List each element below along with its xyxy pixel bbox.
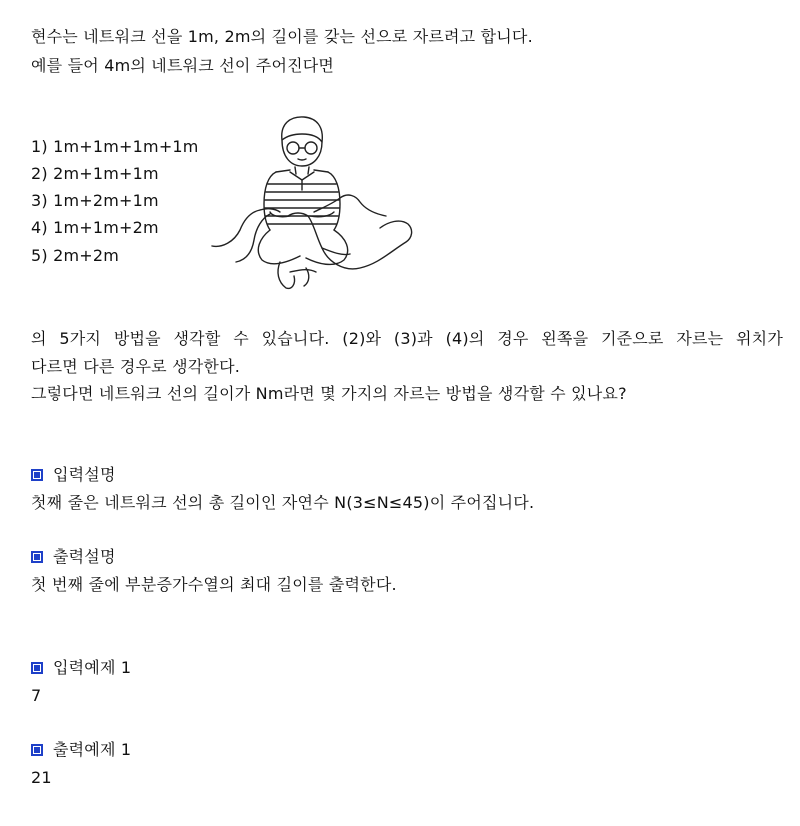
intro-line-1: 현수는 네트워크 선을 1m, 2m의 길이를 갖는 선으로 자르려고 합니다. [31,27,533,46]
output-example-title: 출력예제 1 [53,740,132,759]
explanation-line-2: 다르면 다른 경우로 생각한다. [31,357,241,376]
option-2: 2) 2m+1m+1m [31,164,159,183]
square-bullet-icon [31,469,43,481]
square-bullet-icon [31,744,43,756]
input-example-heading [31,658,131,678]
output-desc-text: 첫 번째 줄에 부분증가수열의 최대 길이를 출력한다. [31,575,397,594]
input-example-title: 입력예제 1 [53,658,132,677]
option-5: 5) 2m+2m [31,246,120,265]
output-desc-title: 출력설명 [53,547,116,566]
input-desc-title: 입력설명 [53,465,116,484]
output-example-heading [31,740,131,760]
input-desc-text: 첫째 줄은 네트워크 선의 총 길이인 자연수 N(3≤N≤45)이 주어집니다. [31,493,535,512]
square-bullet-icon [31,662,43,674]
explanation-line-3: 그렇다면 네트워크 선의 길이가 Nm라면 몇 가지의 자르는 방법을 생각할 수 있나요? [31,384,627,403]
boy-with-cable-illustration [210,112,415,297]
output-desc-heading [31,547,116,567]
square-bullet-icon [31,551,43,563]
option-1: 1) 1m+1m+1m+1m [31,137,199,156]
option-4: 4) 1m+1m+2m [31,218,159,237]
option-3: 3) 1m+2m+1m [31,191,159,210]
intro-line-2: 예를 들어 4m의 네트워크 선이 주어진다면 [31,56,335,75]
output-example-value: 21 [31,768,52,787]
explanation-line-1: 의 5가지 방법을 생각할 수 있습니다. (2)와 (3)과 (4)의 경우 왼쪽을 기준으로 자르는 위치가 [31,329,783,348]
input-desc-heading [31,465,116,485]
input-example-value: 7 [31,686,42,705]
